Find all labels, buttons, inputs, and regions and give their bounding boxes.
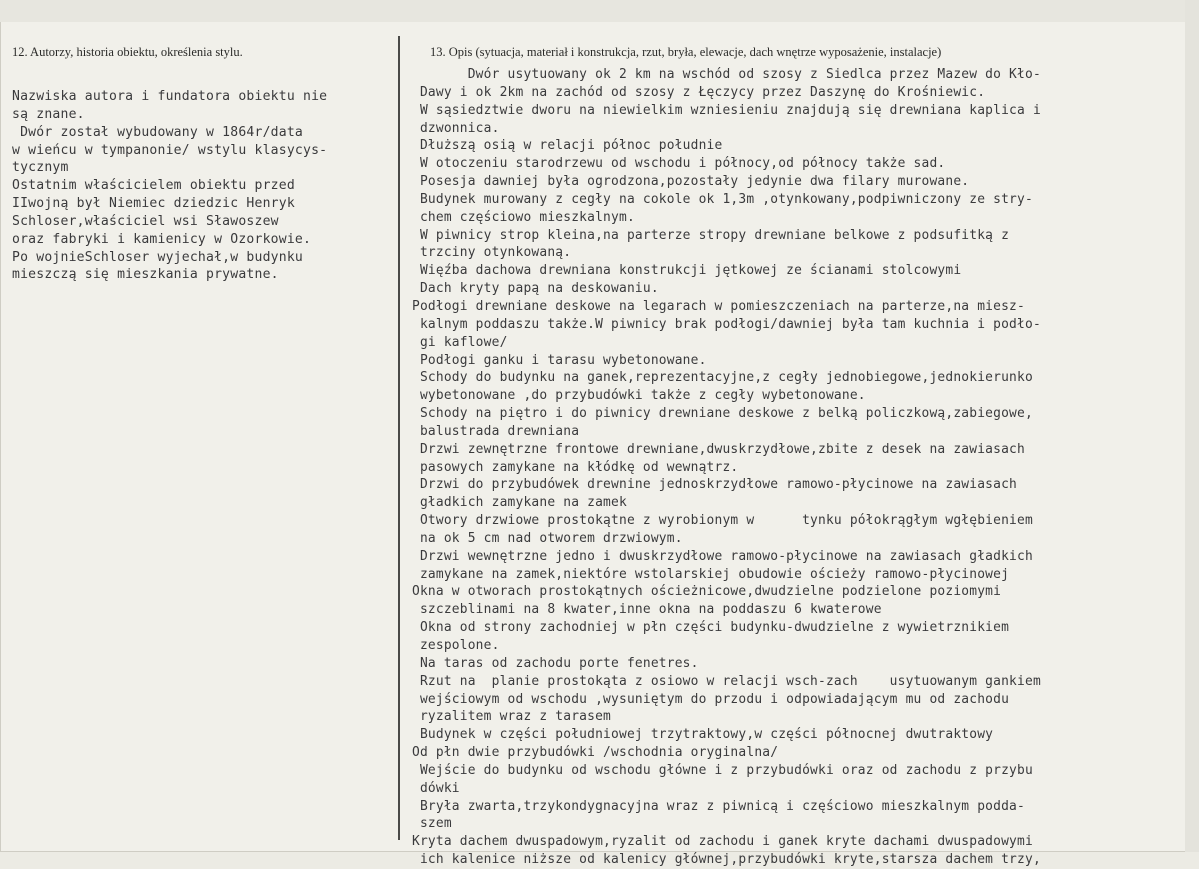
text-line: Budynek murowany z cegły na cokole ok 1,3m ,otynkowany,podpiwniczony ze stry- (412, 191, 1033, 207)
text-line: trzciny otynkowaną. (412, 245, 572, 261)
text-line: szem (412, 816, 452, 832)
text-line: W piwnicy strop kleina,na parterze stropy drewniane belkowe z podsufitką z (412, 227, 1010, 243)
text-line: Od płn dwie przybudówki /wschodnia oryginalna/ (412, 745, 779, 761)
text-line: ich kalenice niższe od kalenicy głównej,przybudówki kryte,starsza dachem trzy, (412, 852, 1041, 868)
text-line: Drzwi do przybudówek drewnine jednoskrzydłowe ramowo-płycinowe na zawiasach (412, 477, 1018, 493)
text-line: Schody do budynku na ganek,reprezentacyjne,z cegły jednobiegowe,jednokierunko (412, 370, 1033, 386)
text-line: Okna od strony zachodniej w płn części budynku-dwudzielne z wywietrznikiem (412, 620, 1010, 636)
text-line: mieszczą się mieszkania prywatne. (12, 267, 279, 283)
text-line: W otoczeniu starodrzewu od wschodu i północy,od północy także sad. (412, 156, 946, 172)
text-line: Nazwiska autora i fundatora obiektu nie (12, 89, 328, 104)
text-line: Rzut na planie prostokąta z osiowo w relacji wsch-zach usytuowanym gankiem (412, 673, 1041, 689)
column-divider (398, 36, 400, 840)
section-12-header: 12. Autorzy, historia obiektu, określenia stylu. (12, 45, 243, 59)
text-line: Bryła zwarta,trzykondygnacyjna wraz z piwnicą i częściowo mieszkalnym podda- (412, 798, 1025, 814)
text-line: są znane. (12, 106, 85, 122)
text-line: Drzwi wewnętrzne jedno i dwuskrzydłowe ramowo-płycinowe na zawiasach gładkich (412, 548, 1033, 564)
text-line: balustrada drewniana (412, 423, 580, 439)
text-line: IIwojną był Niemiec dziedzic Henryk (12, 196, 295, 212)
text-line: kalnym poddaszu także.W piwnicy brak podłogi/dawniej była tam kuchnia i podło- (412, 316, 1041, 332)
text-line: Dawy i ok 2km na zachód od szosy z Łęczycy przez Daszynę do Krośniewic. (412, 84, 986, 100)
text-line: Otwory drzwiowe prostokątne z wyrobionym w tynku półokrągłym wgłębieniem (412, 513, 1033, 529)
text-line: wybetonowane ,do przybudówki także z cegły wybetonowane. (412, 388, 866, 404)
text-line: Ostatnim właścicielem obiektu przed (12, 178, 295, 194)
text-line: Posesja dawniej była ogrodzona,pozostały jedynie dwa filary murowane. (412, 174, 970, 190)
text-line: zamykane na zamek,niektóre wstolarskiej obudowie ościeży ramowo-płycinowej (412, 566, 1010, 582)
text-line: W sąsiedztwie dworu na niewielkim wzniesieniu znajdują się drewniana kaplica i (412, 102, 1041, 118)
text-line: gi kaflowe/ (412, 334, 508, 350)
text-line: na ok 5 cm nad otworem drzwiowym. (412, 530, 683, 546)
text-line: gładkich zamykane na zamek (412, 495, 627, 511)
text-line: zespolone. (412, 638, 500, 653)
text-line: Po wojnieSchloser wyjechał,w budynku (12, 249, 303, 265)
text-line: dzwonnica. (412, 120, 500, 136)
text-line: Na taras od zachodu porte fenetres. (412, 655, 699, 671)
text-line: Więźba dachowa drewniana konstrukcji jętkowej ze ścianami stolcowymi (412, 263, 962, 279)
text-line: Drzwi zewnętrzne frontowe drewniane,dwuskrzydłowe,zbite z desek na zawiasach (412, 441, 1025, 457)
text-line: dówki (412, 780, 460, 796)
text-line: wejściowym od wschodu ,wysuniętym do przodu i odpowiadającym mu od zachodu (412, 691, 1010, 707)
text-line: ryzalitem wraz z tarasem (412, 709, 612, 725)
text-line: Kryta dachem dwuspadowym,ryzalit od zachodu i ganek kryte dachami dwuspadowymi (412, 834, 1033, 850)
text-line: Wejście do budynku od wschodu główne i z przybudówki oraz od zachodu z przybu (412, 762, 1033, 778)
text-line: Okna w otworach prostokątnych ościeżnicowe,dwudzielne podzielone poziomymi (412, 584, 1002, 600)
section-13-text (412, 66, 1196, 869)
text-line: oraz fabryki i kamienicy w Ozorkowie. (12, 231, 312, 247)
text-line: w wieńcu w tympanonie/ wstylu klasycys- (12, 142, 328, 158)
text-line: Dach kryty papą na deskowaniu. (412, 281, 659, 297)
text-line: Dwór usytuowany ok 2 km na wschód od szosy z Siedlca przez Mazew do Kło- (412, 67, 1041, 82)
text-line: Schloser,właściciel wsi Sławoszew (12, 213, 279, 229)
text-line: Dłuższą osią w relacji północ południe (412, 138, 723, 154)
text-line: Podłogi drewniane deskowe na legarach w pomieszczeniach na parterze,na miesz- (412, 298, 1025, 314)
text-line: Podłogi ganku i tarasu wybetonowane. (412, 352, 707, 368)
text-line: szczeblinami na 8 kwater,inne okna na poddaszu 6 kwaterowe (412, 602, 882, 618)
scan-top-edge (0, 0, 1199, 22)
text-line: Dwór został wybudowany w 1864r/data (12, 124, 303, 140)
section-12-text (12, 88, 327, 284)
text-line: Schody na piętro i do piwnicy drewniane deskowe z belką policzkową,zabiegowe, (412, 406, 1033, 422)
section-13-header: 13. Opis (sytuacja, materiał i konstrukcja, rzut, bryła, elewacje, dach wnętrze wyposażenie, instalacje) (430, 45, 942, 59)
text-line: Budynek w części południowej trzytraktowy,w części północnej dwutraktowy (412, 727, 994, 743)
text-line: chem częściowo mieszkalnym. (412, 209, 635, 225)
text-line: tycznym (12, 160, 69, 176)
text-line: pasowych zamykane na kłódkę od wewnątrz. (412, 459, 739, 475)
